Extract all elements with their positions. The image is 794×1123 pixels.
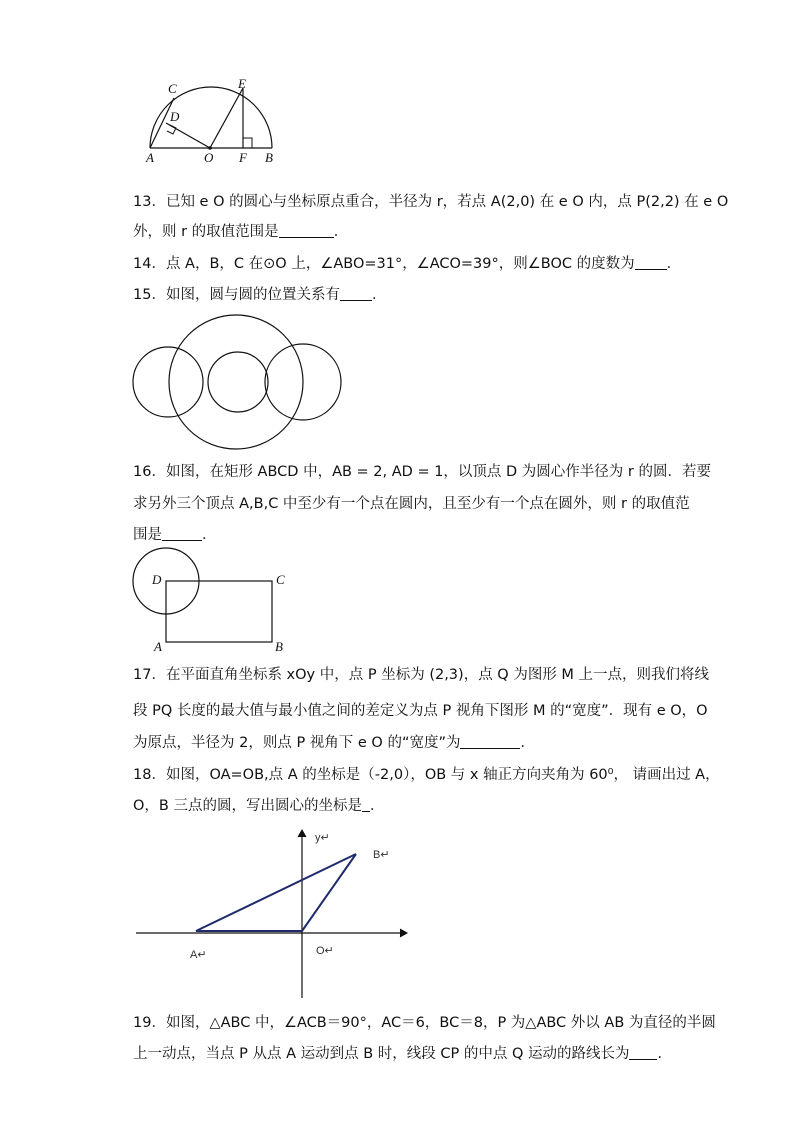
- q14-answer-blank[interactable]: [635, 255, 667, 270]
- label-y: y↵: [315, 832, 330, 844]
- q16-answer-blank[interactable]: [162, 526, 202, 541]
- q14-text: 14．点 A，B，C 在⊙O 上，∠ABO=31°，∠ACO=39°，则∠BOC 的度数为: [133, 256, 635, 272]
- label-e: E: [238, 76, 246, 91]
- rectangle-abcd: [166, 581, 272, 642]
- q18-tail: ．: [369, 798, 385, 814]
- q18-line2: [133, 796, 673, 816]
- q13-line2: 外，则 r 的取值范围是 ．: [133, 224, 349, 240]
- q19-line2: 上一动点，当点 P 从点 A 运动到点 B 时，线段 CP 的中点 Q 运动的路线长为 ．: [133, 1046, 672, 1062]
- label-a: A: [154, 639, 162, 654]
- label-o: O: [204, 150, 214, 165]
- q15-text: 15．如图，圆与圆的位置关系有: [133, 287, 340, 303]
- label-c: C: [276, 572, 285, 587]
- label-b: B: [265, 150, 273, 165]
- q17-line2: 段 PQ 长度的最大值与最小值之间的差定义为点 P 视角下图形 M 的“宽度”．现有 e O，O: [133, 703, 708, 719]
- right-angle-f: [243, 138, 252, 148]
- q18-answer-blank[interactable]: [362, 797, 370, 812]
- y-axis-arrow: [298, 830, 306, 837]
- q15-line: 15．如图，圆与圆的位置关系有 ．: [133, 287, 387, 303]
- large-circle: [169, 315, 303, 449]
- segment-oe: [210, 88, 243, 148]
- segment-ob: [302, 854, 356, 931]
- q16-line3-text: 围是: [133, 527, 162, 543]
- q15-answer-blank[interactable]: [340, 286, 372, 301]
- label-f: F: [239, 150, 247, 165]
- semicircle-figure: [140, 76, 290, 168]
- circles-figure: [130, 310, 350, 454]
- q17-line1: 17．在平面直角坐标系 xOy 中，点 P 坐标为 (2,3)，点 Q 为图形 M 上一点，则我们将线: [133, 667, 710, 683]
- q19-line2-text: 上一动点，当点 P 从点 A 运动到点 B 时，线段 CP 的中点 Q 运动的路线长为: [133, 1046, 630, 1062]
- rectangle-figure: [130, 545, 300, 655]
- label-b: B↵: [373, 849, 390, 861]
- q19-line1: 19．如图，△ABC 中，∠ACB＝90°，AC＝6，BC＝8，P 为△ABC 外以 AB 为直径的半圆: [133, 1015, 716, 1031]
- segment-ab: [196, 854, 356, 931]
- semicircle-arc: [150, 87, 272, 148]
- q13-line1: 13．已知 e O 的圆心与坐标原点重合，半径为 r，若点 A(2,0) 在 e O 内，点 P(2,2) 在 e O: [133, 194, 729, 210]
- q16-line2: 求另外三个顶点 A,B,C 中至少有一个点在圆内，且至少有一个点在圆外，则 r 的取值范: [133, 496, 690, 512]
- q13-answer-blank[interactable]: [279, 223, 334, 238]
- label-d: D: [170, 109, 180, 124]
- label-o: O↵: [316, 945, 334, 957]
- q18-line1: 18．如图，OA=OB,点 A 的坐标是（-2,0），OB 与 x 轴正方向夹角为 60⁰， 请画出过 A，: [133, 767, 720, 783]
- q13-line2-text: 外，则 r 的取值范围是: [133, 224, 279, 240]
- q18-line2-text: O，B 三点的圆，写出圆心的坐标是: [133, 798, 362, 814]
- label-a: A↵: [190, 949, 207, 961]
- q19-answer-blank[interactable]: [629, 1045, 657, 1060]
- q17-line3-text: 为原点，半径为 2，则点 P 视角下 e O 的“宽度”为: [133, 735, 461, 751]
- q16-line1: 16．如图，在矩形 ABCD 中，AB = 2, AD = 1，以顶点 D 为圆心作半径为 r 的圆．若要: [133, 464, 711, 480]
- q16-line3: 围是 ．: [133, 527, 217, 543]
- coordinate-figure: [132, 826, 412, 1002]
- small-circle-left: [133, 347, 203, 417]
- label-b: B: [275, 639, 283, 654]
- q17-answer-blank[interactable]: [460, 734, 520, 749]
- small-circle-center: [208, 352, 268, 412]
- label-a: A: [146, 150, 154, 165]
- label-c: C: [168, 81, 177, 96]
- q17-line3: 为原点，半径为 2，则点 P 视角下 e O 的“宽度”为 ．: [133, 735, 535, 751]
- label-d: D: [152, 572, 162, 587]
- x-axis-arrow: [400, 929, 407, 937]
- q14-line: 14．点 A，B，C 在⊙O 上，∠ABO=31°，∠ACO=39°，则∠BOC 的度数为 ．: [133, 256, 682, 272]
